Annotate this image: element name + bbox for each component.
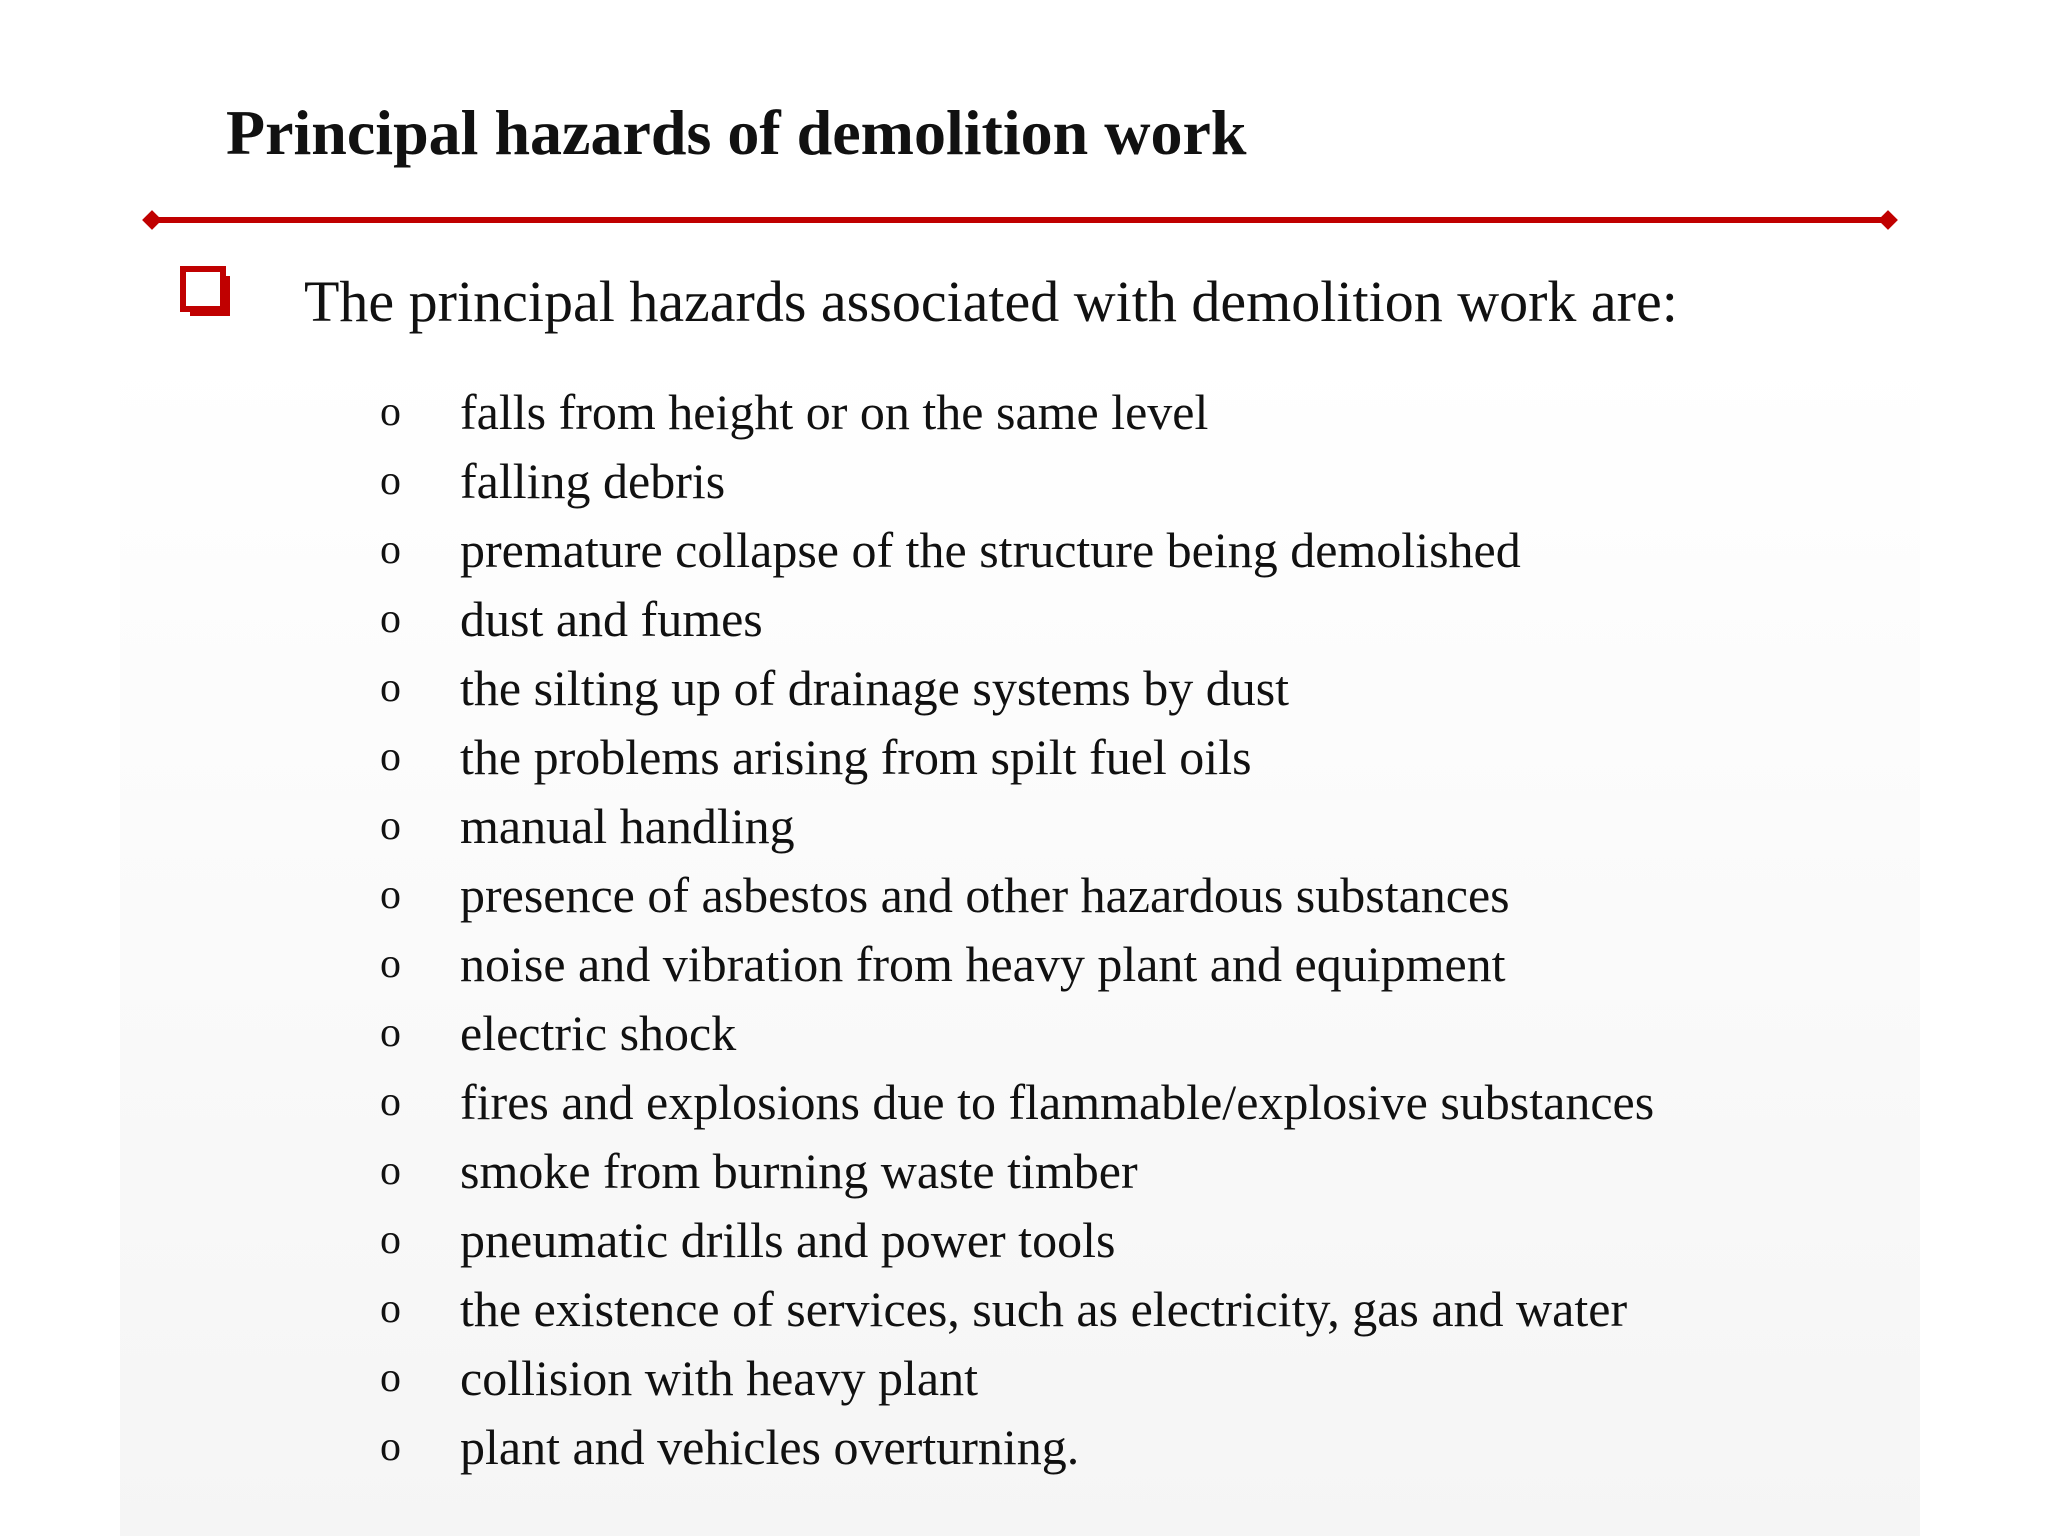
circle-bullet-icon: o (380, 665, 401, 711)
circle-bullet-icon: o (380, 1010, 401, 1056)
circle-bullet-icon: o (380, 1424, 401, 1470)
circle-bullet-icon: o (380, 941, 401, 987)
hazard-item-text: the problems arising from spilt fuel oils (460, 729, 1252, 785)
circle-bullet-icon: o (380, 527, 401, 573)
circle-bullet-icon: o (380, 458, 401, 504)
hazard-item-text: falls from height or on the same level (460, 384, 1209, 440)
hazard-item-text: presence of asbestos and other hazardous substances (460, 867, 1510, 923)
circle-bullet-icon: o (380, 803, 401, 849)
hazard-item-text: manual handling (460, 798, 795, 854)
lead-text: The principal hazards associated with demolition work are: (304, 269, 1678, 334)
slide-title: Principal hazards of demolition work (226, 97, 1247, 168)
circle-bullet-icon: o (380, 389, 401, 435)
divider-diamond-right (1878, 210, 1898, 230)
hazard-item-text: electric shock (460, 1005, 737, 1061)
hazard-item-text: collision with heavy plant (460, 1350, 978, 1406)
divider-line (152, 217, 1888, 223)
circle-bullet-icon: o (380, 1217, 401, 1263)
circle-bullet-icon: o (380, 1079, 401, 1125)
hazard-item-text: plant and vehicles overturning. (460, 1419, 1080, 1475)
hazard-item-text: smoke from burning waste timber (460, 1143, 1138, 1199)
circle-bullet-icon: o (380, 1148, 401, 1194)
hazard-item-text: the existence of services, such as electricity, gas and water (460, 1281, 1628, 1337)
circle-bullet-icon: o (380, 734, 401, 780)
hazard-item-text: fires and explosions due to flammable/explosive substances (460, 1074, 1655, 1130)
divider-diamond-left (142, 210, 162, 230)
circle-bullet-icon: o (380, 1286, 401, 1332)
circle-bullet-icon: o (380, 596, 401, 642)
checkbox-bullet-icon (180, 266, 234, 320)
hazard-item-text: noise and vibration from heavy plant and equipment (460, 936, 1506, 992)
circle-bullet-icon: o (380, 872, 401, 918)
circle-bullet-icon: o (380, 1355, 401, 1401)
hazard-item-text: dust and fumes (460, 591, 763, 647)
hazard-item-text: falling debris (460, 453, 726, 509)
hazard-item-text: premature collapse of the structure being demolished (460, 522, 1521, 578)
hazard-item-text: the silting up of drainage systems by dust (460, 660, 1290, 716)
hazard-item-text: pneumatic drills and power tools (460, 1212, 1116, 1268)
title-divider (144, 212, 1896, 228)
